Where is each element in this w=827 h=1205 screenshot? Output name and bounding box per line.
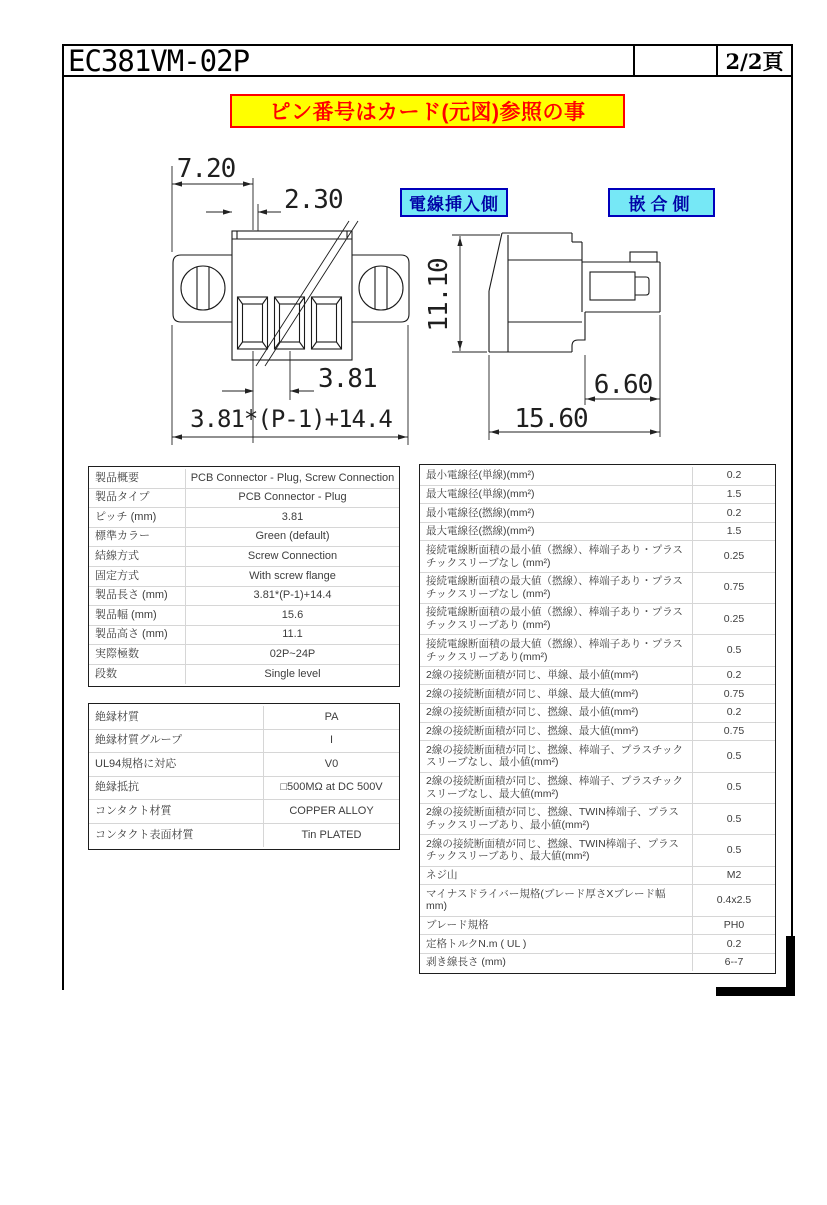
row-label: 2線の接続断面積が同じ、撚線、TWIN棒端子、プラスチックスリーブあり、最小値(mm²): [420, 804, 693, 834]
table-row: [89, 546, 399, 566]
row-value: COPPER ALLOY: [289, 804, 374, 817]
table-row: [89, 752, 399, 776]
row-value: □500MΩ at DC 500V: [280, 781, 383, 794]
title-empty-cell: [633, 44, 718, 77]
row-label: ネジ山: [420, 867, 693, 885]
table-row: [420, 703, 775, 722]
frame-corner-bar-horizontal: [716, 987, 795, 996]
title-box: [62, 44, 635, 77]
row-label: マイナスドライバー規格(ブレード厚さXブレード幅 mm): [420, 885, 693, 915]
table-row: [89, 586, 399, 606]
row-label: 段数: [89, 665, 186, 684]
pin-barrel: [590, 272, 635, 300]
table-row: [420, 522, 775, 541]
row-value: 0.2: [726, 706, 742, 719]
table-row: [420, 722, 775, 741]
table-row: [420, 503, 775, 522]
row-value: 1.5: [726, 525, 742, 538]
row-label: 剥き線長さ (mm): [420, 954, 693, 972]
dim-slot-offset: 2.30: [284, 185, 343, 215]
technical-drawing: [62, 130, 793, 465]
row-value: 11.1: [282, 628, 303, 641]
table-row: [89, 644, 399, 664]
row-value: 3.81*(P-1)+14.4: [253, 589, 332, 602]
right-screw-flange: [352, 255, 409, 322]
row-label: 2線の接続断面積が同じ、撚線、最小値(mm²): [420, 704, 693, 722]
side-view: [489, 233, 660, 352]
product-overview-table: [88, 466, 400, 687]
row-label: コンタクト表面材質: [89, 824, 264, 847]
dim-plug-depth: 6.60: [593, 370, 653, 400]
table-row: [420, 684, 775, 703]
dim-total-width-formula: 3.81*(P-1)+14.4: [190, 405, 392, 433]
row-label: 2線の接続断面積が同じ、撚線、最大値(mm²): [420, 723, 693, 741]
row-value: PA: [324, 710, 339, 723]
row-value: 3.81: [281, 510, 304, 523]
row-label: 接続電線断面積の最大値（撚線）、棒端子あり・プラスチックスリーブなし (mm²): [420, 573, 693, 603]
row-label: コンタクト材質: [89, 800, 264, 823]
table-row: [420, 934, 775, 953]
row-label: 最大電線径(撚線)(mm²): [420, 523, 693, 541]
row-value: 0.75: [723, 687, 745, 700]
table-row: [89, 706, 399, 729]
row-value: PCB Connector - Plug, Screw Connection: [190, 471, 395, 484]
row-value: 0.5: [726, 812, 742, 825]
table-row: [89, 625, 399, 645]
row-label: 2線の接続断面積が同じ、単線、最大値(mm²): [420, 685, 693, 703]
wire-insertion-side-label: 電線挿入側: [400, 188, 508, 217]
material-table: [88, 703, 400, 850]
wire-opening-1: [238, 297, 268, 349]
row-value: Screw Connection: [247, 549, 338, 562]
table-row: [420, 740, 775, 771]
table-row: [420, 634, 775, 665]
row-label: 製品幅 (mm): [89, 606, 186, 625]
row-value: 0.5: [726, 781, 742, 794]
pin-number-notice-banner: ピン番号はカード(元図)参照の事: [230, 94, 625, 128]
table-row: [420, 485, 775, 504]
row-value: Single level: [264, 667, 321, 680]
row-label: ピッチ (mm): [89, 508, 186, 527]
row-label: 絶縁材質グループ: [89, 730, 264, 753]
row-value: 0.25: [723, 612, 745, 625]
wire-opening-2: [275, 297, 305, 349]
row-label: 2線の接続断面積が同じ、単線、最小値(mm²): [420, 667, 693, 685]
wire-opening-3: [312, 297, 342, 349]
row-value: 0.2: [726, 469, 742, 482]
left-screw-flange: [173, 255, 232, 322]
row-label: 絶縁材質: [89, 706, 264, 729]
break-lines: [256, 221, 358, 366]
table-row: [89, 799, 399, 823]
row-value: 0.5: [726, 844, 742, 857]
row-label: 最大電線径(単線)(mm²): [420, 486, 693, 504]
front-view: [173, 221, 409, 366]
row-label: 製品概要: [89, 469, 186, 488]
dim-height: 11.10: [424, 258, 454, 332]
row-value: 0.75: [723, 581, 745, 594]
row-label: 最小電線径(単線)(mm²): [420, 467, 693, 485]
row-label: 絶縁抵抗: [89, 777, 264, 800]
row-value: V0: [324, 757, 339, 770]
row-value: M2: [726, 869, 742, 882]
page-number: 2/2頁: [716, 44, 793, 77]
table-row: [89, 823, 399, 847]
row-label: 標準カラー: [89, 528, 186, 547]
row-value: With screw flange: [249, 569, 336, 582]
row-label: 2線の接続断面積が同じ、撚線、TWIN棒端子、プラスチックスリーブあり、最大値(mm²): [420, 835, 693, 865]
table-row: [420, 666, 775, 685]
row-value: Tin PLATED: [301, 828, 362, 841]
table-row: [420, 866, 775, 885]
frame-corner-bar-vertical: [786, 936, 795, 996]
table-row: [420, 603, 775, 634]
row-value: 1.5: [726, 487, 742, 500]
row-value: 0.2: [726, 937, 742, 950]
row-label: UL94規格に対応: [89, 753, 264, 776]
dim-pitch: 3.81: [318, 364, 377, 394]
dim-total-depth: 15.60: [514, 404, 588, 434]
table-row: [420, 803, 775, 834]
wire-spec-table: [419, 464, 776, 974]
row-label: 最小電線径(撚線)(mm²): [420, 504, 693, 522]
row-value: 0.2: [726, 506, 742, 519]
row-value: 6--7: [724, 956, 744, 969]
row-label: ブレード規格: [420, 917, 693, 935]
front-view-arrowheads: [173, 181, 407, 439]
row-label: 定格トルクN.m ( UL ): [420, 935, 693, 953]
row-value: 0.4x2.5: [716, 893, 752, 906]
table-row: [420, 540, 775, 571]
row-value: 0.75: [723, 724, 745, 737]
pin-tip: [635, 277, 649, 295]
table-row: [89, 664, 399, 684]
row-label: 製品タイプ: [89, 489, 186, 508]
table-row: [89, 488, 399, 508]
locking-tab: [630, 252, 657, 262]
table-row: [420, 467, 775, 485]
mating-side-label: 嵌合側: [608, 188, 715, 217]
row-value: 0.25: [723, 550, 745, 563]
row-label: 実際極数: [89, 645, 186, 664]
table-row: [89, 507, 399, 527]
table-row: [420, 884, 775, 915]
table-row: [89, 605, 399, 625]
table-row: [420, 916, 775, 935]
row-value: 0.2: [726, 669, 742, 682]
row-label: 2線の接続断面積が同じ、撚線、棒端子、プラスチックスリーブなし、最小値(mm²): [420, 741, 693, 771]
row-label: 結線方式: [89, 547, 186, 566]
row-value: 0.5: [726, 644, 742, 657]
table-row: [420, 772, 775, 803]
table-row: [420, 953, 775, 972]
row-value: I: [329, 734, 334, 747]
table-row: [420, 834, 775, 865]
table-row: [89, 527, 399, 547]
row-label: 接続電線断面積の最小値（撚線）、棒端子あり・プラスチックスリーブあり (mm²): [420, 604, 693, 634]
table-row: [420, 572, 775, 603]
row-value: Green (default): [255, 530, 330, 543]
row-value: PH0: [723, 918, 745, 931]
table-row: [89, 729, 399, 753]
left-screw-head: [181, 266, 225, 310]
part-number: EC381VM-02P: [68, 43, 250, 78]
table-row: [89, 566, 399, 586]
table-row: [89, 776, 399, 800]
row-value: 0.5: [726, 749, 742, 762]
row-label: 2線の接続断面積が同じ、撚線、棒端子、プラスチックスリーブなし、最大値(mm²): [420, 773, 693, 803]
row-value: 02P~24P: [269, 647, 316, 660]
row-label: 接続電線断面積の最小値（撚線）、棒端子あり・プラスチックスリーブなし (mm²): [420, 541, 693, 571]
row-label: 接続電線断面積の最大値（撚線）、棒端子あり・プラスチックスリーブあり(mm²): [420, 635, 693, 665]
row-label: 固定方式: [89, 567, 186, 586]
dim-flange-width: 7.20: [176, 154, 236, 184]
table-row: [89, 469, 399, 488]
row-label: 製品長さ (mm): [89, 587, 186, 606]
row-value: 15.6: [281, 608, 304, 621]
row-label: 製品高さ (mm): [89, 626, 186, 645]
right-screw-head: [359, 266, 403, 310]
row-value: PCB Connector - Plug: [238, 491, 347, 504]
